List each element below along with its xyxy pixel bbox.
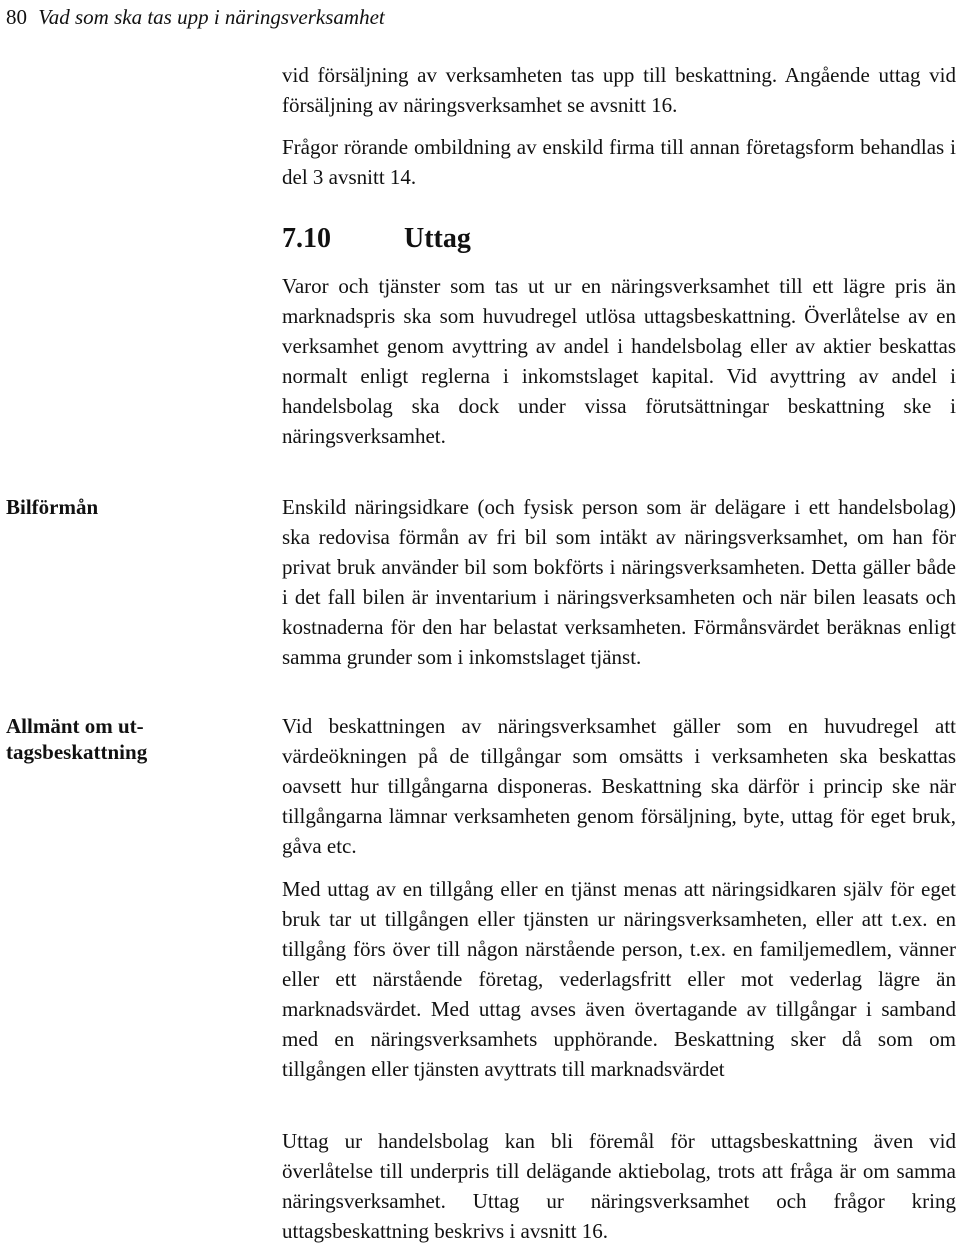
- paragraph-sale-taxation: vid försäljning av verksamheten tas upp till beskattning. Angående uttag vid försäljning av näringsverksamhet se avsnitt 16.: [282, 63, 956, 117]
- margin-note-allmant-line1: Allmänt om ut-: [6, 714, 144, 738]
- section-number: 7.10: [282, 223, 331, 254]
- section-heading: [282, 222, 471, 256]
- running-header: [6, 4, 385, 30]
- margin-note-bilforman: Bilförmån: [6, 495, 99, 519]
- paragraph-withdrawal-definition: Med uttag av en tillgång eller en tjänst menas att näringsidkaren själv för eget bruk tar ut tillgången eller tjänsten ur näringsverksamheten, eller att t.ex. en tillgång förs över till någon närstående person, t.ex. en familjemedlem, vänner eller ett närstående företag, vederlagsfritt eller mot vederlag lägre än marknadsvärdet. Med uttag avses även övertagande av tillgångar i samband med en näringsverksamhets upphörande. Beskattning sker då som om tillgången eller tjänsten avyttrats till marknadsvärdet: [282, 877, 956, 1081]
- page-number: 80: [6, 5, 27, 29]
- paragraph-general-rule: Vid beskattningen av näringsverksamhet gäller som en huvudregel att värdeökningen på de tillgångar som omsätts i verksamheten ska beskattas oavsett hur tillgångarna disponeras. Beskattning ska därför i princip ske när tillgångarna lämnar verksamheten genom försäljning, byte, uttag för eget bruk, gåva etc.: [282, 714, 956, 858]
- paragraph-withdrawal-intro: Varor och tjänster som tas ut ur en näringsverksamhet till ett lägre pris än marknadspris ska som huvudregel utlösa uttagsbeskattning. Överlåtelse av en verksamhet genom avyttring av andel i handelsbolag eller av aktier beskattas normalt enligt reglerna i inkomstslaget kapital. Vid avyttring av andel i handelsbolag ska dock under vissa förutsättningar beskattning ske i näringsverksamhet.: [282, 274, 956, 448]
- paragraph-partnership-withdrawal: Uttag ur handelsbolag kan bli föremål för uttagsbeskattning även vid överlåtelse till underpris till delägande aktiebolag, trots att fråga är om samma näringsverksamhet. Uttag ur näringsverksamhet och frågor kring uttagsbeskattning beskrivs i avsnitt 16.: [282, 1129, 956, 1243]
- paragraph-car-benefit: Enskild näringsidkare (och fysisk person som är delägare i ett handelsbolag) ska redovisa förmån av fri bil som intäkt av näringsverksamhet, om han för privat bruk använder bil som bokförts i näringsverksamheten. Detta gäller både i det fall bilen är inventarium i näringsverksamheten och när bilen leasats och kostnaderna för den har belastat verksamheten. Förmånsvärdet beräknas enligt samma grunder som i inkomstslaget tjänst.: [282, 495, 956, 669]
- chapter-title: Vad som ska tas upp i näringsverksamhet: [38, 5, 385, 29]
- margin-note-allmant: [6, 713, 226, 765]
- paragraph-company-conversion: Frågor rörande ombildning av enskild firma till annan företagsform behandlas i del 3 avsnitt 14.: [282, 135, 956, 189]
- margin-note-allmant-line2: tagsbeskattning: [6, 740, 148, 764]
- section-title: Uttag: [404, 223, 471, 254]
